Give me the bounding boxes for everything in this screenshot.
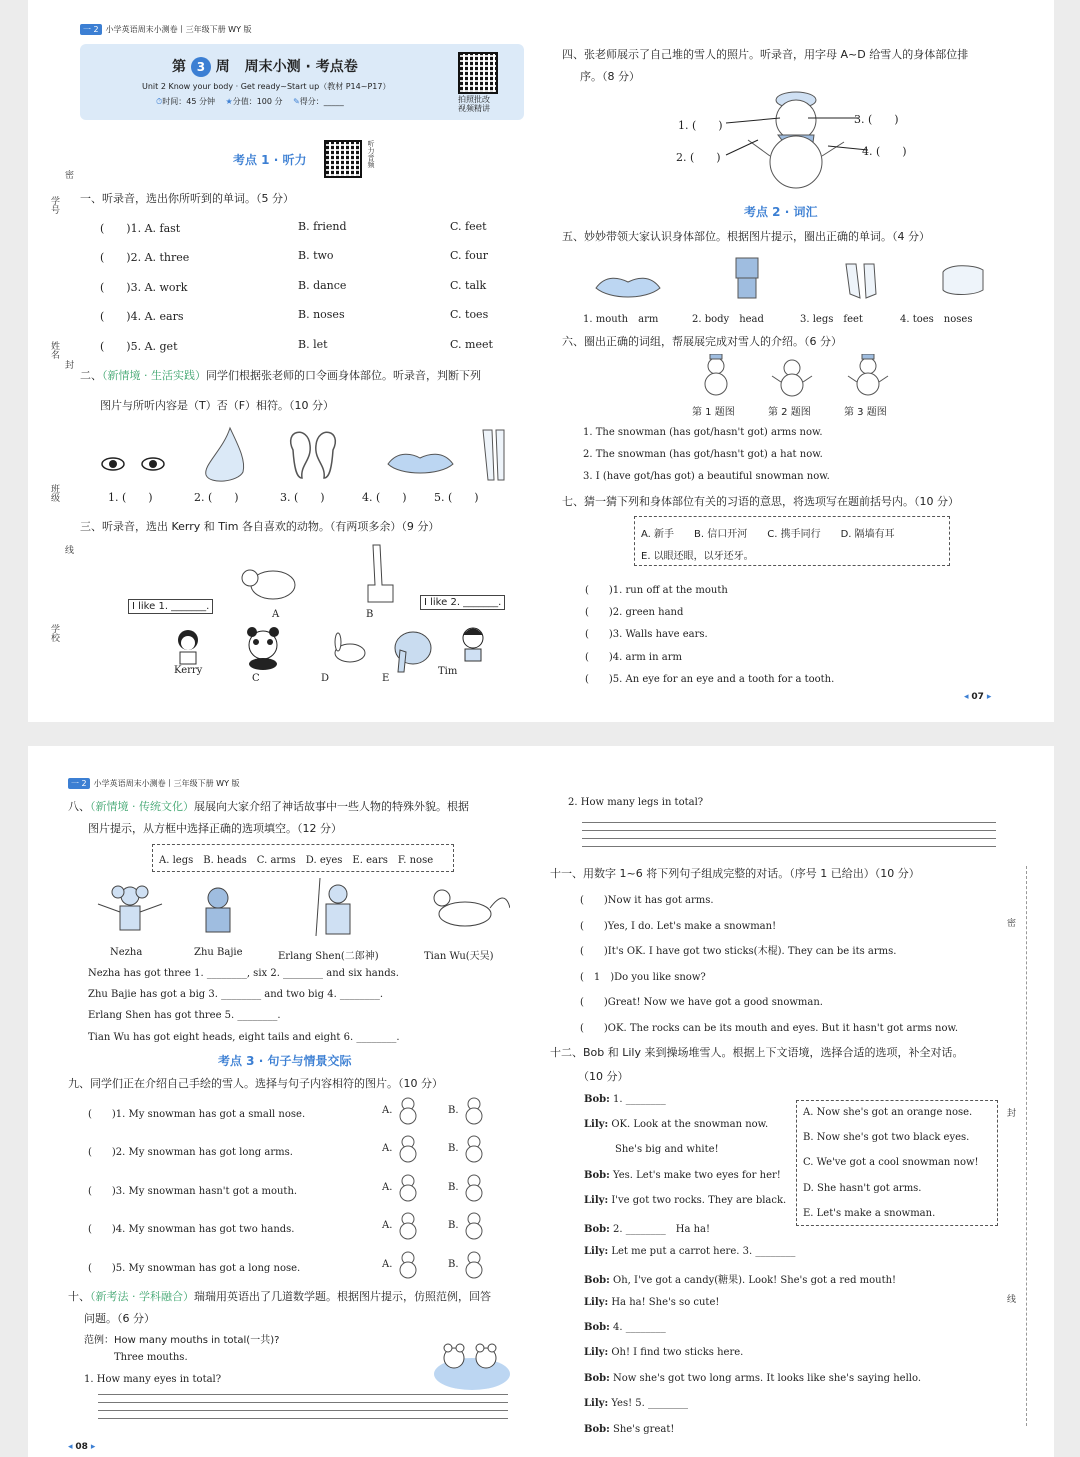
pencil-icon: ✎ (293, 97, 300, 106)
exam-title: 周末小测 · 考点卷 (244, 59, 358, 75)
q7-item-4[interactable]: ( )4. arm in arm (585, 652, 682, 663)
q10-example-answer: Three mouths. (114, 1352, 188, 1363)
page-number-value: 07 (971, 692, 984, 702)
legs-icon (483, 430, 504, 480)
q2-blank-1[interactable]: 1. ( ) (108, 491, 153, 504)
unit-line: Unit 2 Know your body · Get ready~Start up（教材 P14~P17） (142, 82, 391, 91)
q1-item-4-a[interactable]: ( )4. A. ears (100, 310, 184, 323)
feet-icon (846, 264, 876, 298)
title-banner (80, 44, 524, 120)
animal-letter-d: D (321, 673, 330, 684)
name-nezha: Nezha (110, 947, 143, 958)
dialog-line-4: Yes. Let's make two eyes for her! (613, 1170, 781, 1181)
q10-tag: （新考法 · 学科融合） (90, 1290, 194, 1303)
name-zhu-bajie: Zhu Bajie (194, 947, 243, 958)
q9-4-option-a[interactable]: A. (382, 1220, 393, 1231)
page2-header-series: 小学英语周末小测卷丨三年级下册 WY 版 (93, 779, 240, 788)
q11-item-6[interactable]: ( )OK. The rocks can be its mouth and eyes. But it hasn't got arms now. (580, 1023, 959, 1034)
kerry-figure (178, 630, 198, 664)
q9-2-option-b[interactable]: B. (448, 1143, 459, 1154)
tim-figure (463, 628, 483, 661)
binding-line (1026, 866, 1027, 1426)
q12-option-c: C. We've got a cool snowman now! (803, 1157, 979, 1168)
page2-side-label-xian: 线 (1005, 1294, 1015, 1303)
q6-title: 六、圈出正确的词组，帮展展完成对雪人的介绍。（6 分） (562, 335, 842, 348)
section-2-title: 考点 2 · 词汇 (744, 205, 818, 219)
q12-option-d: D. She hasn't got arms. (803, 1183, 922, 1194)
q8-options-box (152, 844, 454, 872)
q10-title-line-1 (68, 1288, 491, 1304)
q12-option-e: E. Let's make a snowman. (803, 1208, 936, 1219)
dialog-speaker-5: Lily: (584, 1195, 609, 1206)
q2-blank-5[interactable]: 5. ( ) (434, 491, 479, 504)
q3-title: 三、听录音，选出 Kerry 和 Tim 各自喜欢的动物。（有两项多余）（9 分） (80, 520, 440, 533)
q10-answer-line-3[interactable] (98, 1410, 508, 1411)
q4-title-line-1: 四、张老师展示了自己堆的雪人的照片。听录音，用字母 A~D 给雪人的身体部位排 (562, 48, 969, 61)
dialog-line-2: OK. Look at the snowman now. (611, 1119, 769, 1130)
q7-item-2[interactable]: ( )2. green hand (585, 607, 684, 618)
q9-4-option-b[interactable]: B. (448, 1220, 459, 1231)
q4-blank-3[interactable]: 3. ( ) (854, 113, 899, 126)
q10-title-line-2: 问题。（6 分） (84, 1312, 155, 1325)
qr-code-icon[interactable] (458, 52, 498, 94)
page-number-08 (68, 1442, 95, 1452)
page2-number-value: 08 (75, 1442, 88, 1452)
q8-title-text: 展展向大家介绍了神话故事中一些人物的特殊外貌。根据 (194, 800, 469, 813)
q1-item-3-b: B. dance (298, 279, 347, 292)
section-1-title: 考点 1 · 听力 (233, 153, 307, 167)
tian-wu-icon (434, 890, 510, 926)
q11-item-5[interactable]: ( )Great! Now we have got a good snowman. (580, 997, 823, 1008)
q2-pictures (88, 420, 548, 500)
q10-q2-line-4[interactable] (582, 846, 996, 847)
dialog-speaker-6: Bob: (584, 1224, 610, 1235)
exam-meta (156, 96, 344, 107)
dialog-line-7[interactable]: Let me put a carrot here. 3. ________ (611, 1246, 796, 1257)
q12-title-line-2: （10 分） (578, 1070, 629, 1083)
erlang-shen-icon (316, 878, 350, 936)
q4-blank-4[interactable]: 4. ( ) (862, 145, 907, 158)
side-label-id: 学号 (49, 196, 59, 214)
clock-icon: ⏱ (156, 97, 163, 106)
dialog-speaker-1: Bob: (584, 1094, 610, 1105)
week-title (172, 56, 358, 77)
q10-title-text: 瑞瑞用英语出了几道数学题。根据图片提示，仿照范例，回答 (194, 1290, 491, 1303)
q10-answer-line-4[interactable] (98, 1418, 508, 1419)
side-label-name: 姓名 (49, 341, 59, 359)
dialog-speaker-4: Bob: (584, 1170, 610, 1181)
q1-item-4-c: C. toes (450, 308, 489, 321)
q1-item-4-b: B. noses (298, 308, 345, 321)
q1-item-3-c: C. talk (450, 279, 487, 292)
header-series: 小学英语周末小测卷丨三年级下册 WY 版 (105, 25, 252, 34)
q12-option-a: A. Now she's got an orange nose. (803, 1107, 973, 1118)
week-prefix: 第 (172, 59, 186, 75)
animal-letter-e: E (382, 673, 390, 684)
dialog-line-3: She's big and white! (615, 1144, 719, 1155)
q2-title-text: 同学们根据张老师的口令画身体部位。听录音，判断下列 (206, 369, 481, 382)
frogs-picture (432, 1330, 512, 1392)
mouth-icon (596, 278, 660, 297)
q5-item-1[interactable]: 1. mouth arm (583, 314, 659, 325)
dialog-speaker-12: Bob: (584, 1373, 610, 1384)
week-number-badge: 3 (191, 57, 211, 77)
listening-qr-icon[interactable] (324, 140, 362, 178)
page-header-label (80, 24, 252, 35)
q1-item-1-c: C. feet (450, 220, 487, 233)
q9-item-5[interactable]: ( )5. My snowman has got a long nose. (88, 1263, 301, 1274)
nose-icon (206, 428, 244, 481)
q2-title-line-1 (80, 367, 481, 383)
score-icon: ★ (225, 97, 233, 106)
q2-blank-2[interactable]: 2. ( ) (194, 491, 239, 504)
q10-q2-line-1[interactable] (582, 822, 996, 823)
dialog-line-10[interactable]: 4. ________ (613, 1322, 666, 1333)
q7-item-5[interactable]: ( )5. An eye for an eye and a tooth for a tooth. (585, 674, 835, 685)
side-label-feng: 封 (63, 360, 73, 369)
dialog-line-9: Ha ha! She's so cute! (611, 1297, 720, 1308)
week-suffix: 周 (215, 59, 230, 75)
panda-icon (247, 627, 279, 670)
q8-number: 八、 (68, 800, 90, 813)
q3-pictures (168, 540, 488, 680)
exam-got: 得分：_____ (299, 97, 344, 106)
giraffe-icon (368, 545, 393, 602)
name-tian-wu: Tian Wu(天吴) (424, 951, 494, 962)
dialog-speaker-8: Bob: (584, 1275, 610, 1286)
page2-next-arrow-icon: ▸ (90, 1442, 96, 1452)
side-label-school: 学校 (49, 624, 59, 642)
side-label-mi: 密 (63, 170, 73, 179)
q4-blank-2[interactable]: 2. ( ) (676, 151, 721, 164)
polar-bear-icon (242, 570, 295, 599)
ears-icon (291, 432, 336, 478)
q10-q2-line-2[interactable] (582, 830, 996, 831)
listening-qr-label: 听力音频 (367, 140, 375, 168)
q8-tag: （新情境 · 传统文化） (90, 800, 194, 813)
tim-label: Tim (438, 666, 458, 677)
q8-sentence-1[interactable]: Nezha has got three 1. ________, six 2. ________ and six hands. (88, 968, 399, 979)
q6-item-2[interactable]: 2. The snowman (has got/hasn't got) a hat now. (583, 449, 823, 460)
dialog-line-13[interactable]: Yes! 5. ________ (611, 1398, 689, 1409)
q10-answer-line-2[interactable] (98, 1402, 508, 1403)
dialog-line-11: Oh! I find two sticks here. (611, 1347, 744, 1358)
dialog-speaker-14: Bob: (584, 1424, 610, 1435)
q1-item-2-b: B. two (298, 249, 334, 262)
q6-caption-2: 第 2 题图 (768, 407, 811, 418)
dialog-speaker-2: Lily: (584, 1119, 609, 1130)
q9-item-1[interactable]: ( )1. My snowman has got a small nose. (88, 1109, 306, 1120)
q5-item-4[interactable]: 4. toes noses (900, 314, 973, 325)
page2-prev-arrow-icon: ◂ (68, 1442, 73, 1452)
qr-caption-2: 视频精讲 (458, 104, 490, 113)
q11-item-2[interactable]: ( )Yes, I do. Let's make a snowman! (580, 921, 777, 932)
dialog-speaker-13: Lily: (584, 1398, 609, 1409)
dialog-line-6[interactable]: 2. ________ Ha ha! (613, 1224, 711, 1235)
q9-3-option-b[interactable]: B. (448, 1182, 459, 1193)
q1-item-1-b: B. friend (298, 220, 347, 233)
q1-item-5-b: B. let (298, 338, 328, 351)
q4-blank-1[interactable]: 1. ( ) (678, 119, 723, 132)
zhu-bajie-icon (206, 888, 230, 932)
q1-item-3-a[interactable]: ( )3. A. work (100, 281, 188, 294)
q11-item-1[interactable]: ( )Now it has got arms. (580, 895, 714, 906)
q9-snowman-options (396, 1094, 496, 1284)
q9-2-option-a[interactable]: A. (382, 1143, 393, 1154)
q11-title: 十一、用数字 1~6 将下列句子组成完整的对话。（序号 1 已给出）（10 分） (550, 867, 920, 880)
dialog-speaker-7: Lily: (584, 1246, 609, 1257)
header-tag: 一 2 (80, 24, 102, 35)
q1-item-5-c: C. meet (450, 338, 493, 351)
q7-options-line-1: A. 新手 B. 信口开河 C. 携手同行 D. 隔墙有耳 (641, 529, 895, 540)
dialog-line-14: She's great! (613, 1424, 675, 1435)
page2-side-label-feng: 封 (1005, 1108, 1015, 1117)
q9-1-option-a[interactable]: A. (382, 1105, 393, 1116)
section-3-title: 考点 3 · 句子与情景交际 (218, 1054, 352, 1068)
q9-3-option-a[interactable]: A. (382, 1182, 393, 1193)
q6-snowman-pictures (698, 354, 898, 398)
q5-title: 五、妙妙带领大家认识身体部位。根据图片提示，圈出正确的单词。（4 分） (562, 230, 930, 243)
toes-icon (943, 266, 983, 295)
prev-arrow-icon: ◂ (964, 692, 969, 702)
name-erlang-shen: Erlang Shen(二郎神) (278, 951, 379, 962)
qr-caption-1: 拍照批改 (458, 95, 490, 104)
q6-item-1[interactable]: 1. The snowman (has got/hasn't got) arms now. (583, 427, 823, 438)
dialog-speaker-11: Lily: (584, 1347, 609, 1358)
q5-item-3[interactable]: 3. legs feet (800, 314, 863, 325)
q9-item-2[interactable]: ( )2. My snowman has got long arms. (88, 1147, 293, 1158)
animal-letter-c: C (252, 673, 260, 684)
qr-caption (458, 95, 490, 113)
q1-item-2-c: C. four (450, 249, 489, 262)
q9-5-option-a[interactable]: A. (382, 1259, 393, 1270)
worksheet-page-1 (28, 0, 1054, 722)
dialog-line-1[interactable]: 1. ________ (613, 1094, 666, 1105)
q2-tag: （新情境 · 生活实践） (102, 369, 206, 382)
q11-item-4[interactable]: ( 1 )Do you like snow? (580, 972, 706, 983)
q1-item-1-a[interactable]: ( )1. A. fast (100, 222, 181, 235)
q10-answer-line-1[interactable] (98, 1394, 508, 1395)
q7-options-line-2: E. 以眼还眼，以牙还牙。 (641, 551, 754, 562)
exam-score: 分值：100 分 (232, 97, 283, 106)
q9-title: 九、同学们正在介绍自己手绘的雪人。选择与句子内容相符的图片。（10 分） (68, 1077, 443, 1090)
dialog-line-5: I've got two rocks. They are black. (611, 1195, 787, 1206)
page2-header-label (68, 778, 240, 789)
q8-options-text: A. legs B. heads C. arms D. eyes E. ears F. nose (159, 855, 434, 866)
q2-title-line-2: 图片与所听内容是（T）否（F）相符。（10 分） (100, 399, 335, 412)
q7-options-box (634, 516, 950, 566)
tim-speech-bubble[interactable]: I like 2. _______. (420, 595, 505, 610)
dialog-line-12: Now she's got two long arms. It looks like she's saying hello. (613, 1373, 922, 1384)
q7-item-3[interactable]: ( )3. Walls have ears. (585, 629, 708, 640)
q8-sentence-2[interactable]: Zhu Bajie has got a big 3. ________ and two big 4. ________. (88, 989, 384, 1000)
lips-icon (388, 454, 453, 473)
q6-item-3[interactable]: 3. I (have got/has got) a beautiful snowman now. (583, 471, 830, 482)
q8-sentence-4[interactable]: Tian Wu has got eight heads, eight tails and eight 6. ________. (88, 1032, 400, 1043)
q8-title-line-1 (68, 798, 469, 814)
dialog-speaker-10: Bob: (584, 1322, 610, 1333)
q4-title-line-2: 序。（8 分） (580, 70, 640, 83)
worksheet-page-2 (28, 746, 1054, 1457)
q10-example-question: 范例：How many mouths in total(一共)? (84, 1335, 280, 1346)
page2-side-label-mi: 密 (1005, 918, 1015, 927)
q7-title: 七、猜一猜下列和身体部位有关的习语的意思，将选项写在题前括号内。（10 分） (562, 495, 959, 508)
dialog-line-8: Oh, I've got a candy(糖果). Look! She's got a red mouth! (613, 1275, 897, 1286)
side-label-class: 班级 (49, 484, 59, 502)
q5-pictures (588, 250, 1008, 305)
q2-blank-3[interactable]: 3. ( ) (280, 491, 325, 504)
q2-blank-4[interactable]: 4. ( ) (362, 491, 407, 504)
q10-question-2: 2. How many legs in total? (568, 797, 704, 808)
q10-q2-line-3[interactable] (582, 838, 996, 839)
q8-sentence-3[interactable]: Erlang Shen has got three 5. ________. (88, 1010, 281, 1021)
q2-number: 二、 (80, 369, 102, 382)
animal-letter-b: B (366, 609, 374, 620)
q5-item-2[interactable]: 2. body head (692, 314, 764, 325)
q8-title-line-2: 图片提示，从方框中选择正确的选项填空。（12 分） (88, 822, 342, 835)
q12-options-box (796, 1100, 998, 1226)
q9-item-4[interactable]: ( )4. My snowman has got two hands. (88, 1224, 295, 1235)
q6-caption-1: 第 1 题图 (692, 407, 735, 418)
nezha-icon (98, 886, 162, 930)
page2-header-tag: 一 2 (68, 778, 90, 789)
q12-title-line-1: 十二、Bob 和 Lily 来到操场堆雪人。根据上下文语境，选择合适的选项，补全对话。 (550, 1046, 964, 1059)
q1-item-2-a[interactable]: ( )2. A. three (100, 251, 190, 264)
side-label-xian: 线 (63, 545, 73, 554)
q8-mythical-pictures (90, 878, 510, 940)
next-arrow-icon: ▸ (986, 692, 992, 702)
exam-time: 时间：45 分钟 (162, 97, 215, 106)
q1-title: 一、听录音，选出你所听到的单词。（5 分） (80, 192, 294, 205)
q9-5-option-b[interactable]: B. (448, 1259, 459, 1270)
kerry-label: Kerry (174, 665, 203, 676)
body-icon (736, 258, 758, 298)
kerry-speech-bubble[interactable]: I like 1. _______. (128, 599, 213, 614)
q7-item-1[interactable]: ( )1. run off at the mouth (585, 585, 728, 596)
q10-question-1: 1. How many eyes in total? (84, 1374, 222, 1385)
snowman-picture (718, 90, 868, 190)
q9-1-option-b[interactable]: B. (448, 1105, 459, 1116)
q11-item-3[interactable]: ( )It's OK. I have got two sticks(木棍). They can be its arms. (580, 946, 897, 957)
animal-letter-a: A (272, 609, 280, 620)
rabbit-icon (335, 633, 365, 662)
q12-option-b: B. Now she's got two black eyes. (803, 1132, 970, 1143)
q10-number: 十、 (68, 1290, 90, 1303)
dialog-speaker-9: Lily: (584, 1297, 609, 1308)
eyes-icon (102, 458, 164, 470)
elephant-icon (395, 632, 431, 672)
q9-item-3[interactable]: ( )3. My snowman hasn't got a mouth. (88, 1186, 298, 1197)
q1-item-5-a[interactable]: ( )5. A. get (100, 340, 178, 353)
page-number-07 (964, 692, 991, 702)
q6-caption-3: 第 3 题图 (844, 407, 887, 418)
